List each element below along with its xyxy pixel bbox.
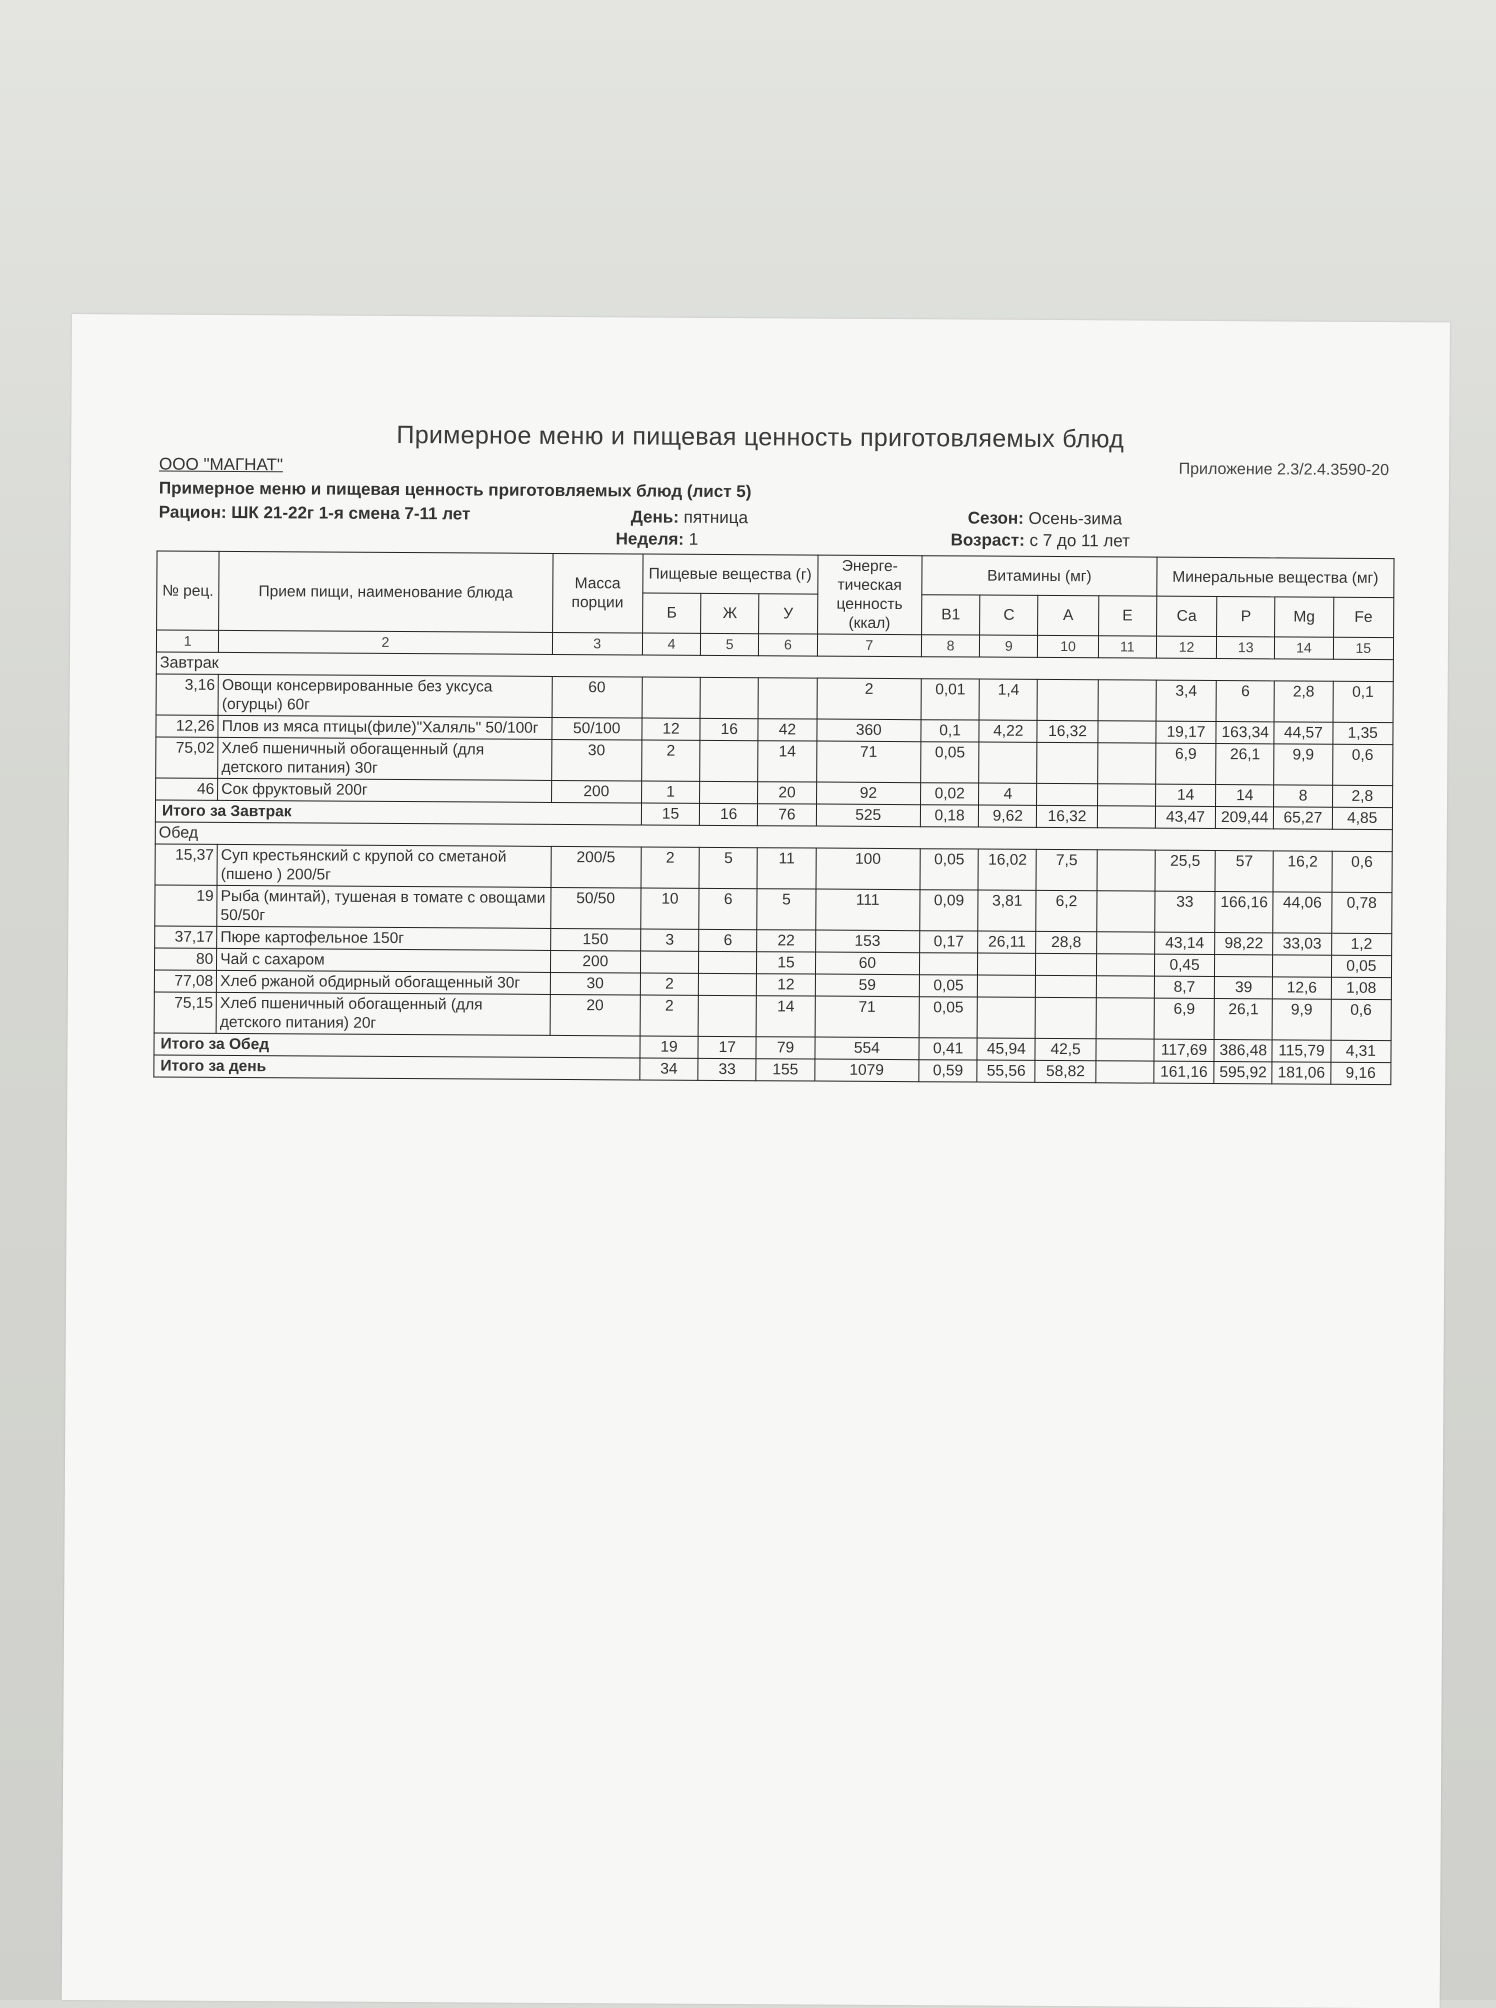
a-cell: 6,2 (1036, 890, 1096, 931)
header-b1: В1 (922, 595, 980, 635)
dish-name-cell: Хлеб ржаной обдирный обогащенный 30г (217, 970, 550, 994)
p-cell: 26,1 (1214, 998, 1272, 1039)
zh-cell (700, 677, 758, 718)
column-index-cell: 4 (642, 633, 700, 655)
p-cell (1215, 954, 1273, 976)
zh-total-cell: 16 (700, 803, 758, 825)
kcal-total-cell: 554 (815, 1037, 920, 1060)
kcal-cell: 100 (816, 848, 921, 890)
c-total-cell: 55,56 (977, 1060, 1035, 1082)
b1-cell: 0,05 (920, 849, 978, 890)
b-cell: 12 (642, 718, 700, 740)
header-u: У (759, 594, 817, 634)
mass-cell: 150 (550, 928, 640, 951)
header-p: Р (1217, 596, 1275, 636)
fe-cell: 0,1 (1333, 681, 1394, 722)
mg-cell: 2,8 (1274, 681, 1332, 722)
e-cell (1097, 743, 1155, 784)
ca-cell: 0,45 (1154, 954, 1214, 976)
table-header-row (157, 551, 1394, 598)
kcal-cell: 59 (815, 974, 920, 997)
season-field (968, 508, 1122, 529)
b1-total-cell: 0,59 (919, 1060, 977, 1082)
week-value: 1 (688, 529, 699, 549)
zh-cell (698, 973, 756, 995)
p-cell: 6 (1216, 680, 1274, 721)
ca-cell: 8,7 (1154, 976, 1214, 998)
zh-cell: 16 (700, 718, 758, 740)
u-cell (758, 678, 816, 719)
rec-number-cell: 19 (155, 885, 217, 926)
mg-cell: 16,2 (1273, 851, 1331, 892)
kcal-cell: 71 (815, 996, 920, 1038)
dish-name-cell: Чай с сахаром (217, 948, 550, 972)
header-mg: Mg (1275, 597, 1333, 637)
column-index-cell: 10 (1038, 635, 1098, 657)
e-cell (1096, 891, 1154, 932)
b-cell: 10 (641, 888, 699, 929)
ca-cell: 25,5 (1155, 850, 1215, 891)
appendix-reference: Приложение 2.3/2.4.3590-20 (1178, 460, 1390, 480)
day-value: пятница (683, 507, 748, 528)
document-title: Примерное меню и пищевая ценность приготовляемых блюд (396, 420, 1125, 454)
column-index-cell: 3 (552, 632, 642, 655)
mg-cell: 8 (1274, 785, 1332, 807)
total-label: Итого за день (154, 1055, 640, 1080)
kcal-cell: 2 (817, 678, 922, 720)
fe-cell: 0,6 (1331, 999, 1392, 1040)
header-nutrients: Пищевые вещества (г) (643, 554, 818, 594)
u-cell: 14 (758, 741, 816, 782)
a-cell (1037, 783, 1097, 805)
p-total-cell: 595,92 (1214, 1061, 1272, 1083)
header-e: Е (1098, 596, 1156, 636)
c-cell: 3,81 (978, 890, 1036, 931)
e-cell (1098, 680, 1156, 721)
c-cell: 4 (979, 783, 1037, 805)
section-label: Завтрак (156, 652, 1393, 682)
b1-cell: 0,02 (921, 783, 979, 805)
a-total-cell: 16,32 (1037, 805, 1097, 827)
rec-number-cell: 75,15 (154, 992, 216, 1033)
b1-cell: 0,09 (920, 890, 978, 931)
e-total-cell (1096, 1061, 1154, 1083)
column-index-cell: 7 (817, 634, 922, 657)
kcal-total-cell: 1079 (814, 1059, 919, 1082)
column-index-cell: 11 (1098, 636, 1156, 658)
ca-cell: 6,9 (1156, 743, 1216, 784)
dish-name-cell: Хлеб пшеничный обогащенный (для детского питания) 20г (216, 992, 550, 1035)
u-cell: 15 (757, 952, 815, 974)
kcal-cell: 153 (815, 930, 920, 953)
dish-name-cell: Овощи консервированные без уксуса (огурцы) 60г (218, 674, 552, 717)
e-total-cell (1096, 1039, 1154, 1061)
column-index-cell: 12 (1156, 636, 1216, 658)
u-total-cell: 76 (758, 804, 816, 826)
e-cell (1096, 998, 1154, 1039)
header-b: Б (642, 593, 700, 633)
p-cell: 166,16 (1215, 891, 1273, 932)
rec-number-cell: 80 (154, 948, 216, 970)
zh-cell (699, 951, 757, 973)
u-total-cell: 79 (756, 1037, 814, 1059)
zh-cell (698, 995, 756, 1036)
b-cell (642, 677, 700, 718)
dish-name-cell: Хлеб пшеничный обогащенный (для детского питания) 30г (218, 737, 552, 780)
e-total-cell (1097, 806, 1155, 828)
p-cell: 57 (1215, 850, 1273, 891)
fe-cell: 2,8 (1332, 785, 1393, 807)
u-cell: 22 (757, 930, 815, 952)
dish-name-cell: Рыба (минтай), тушеная в томате с овощами 50/50г (217, 885, 551, 928)
menu-table-body (154, 630, 1394, 1085)
mass-cell: 30 (551, 739, 642, 781)
mg-cell: 44,06 (1273, 892, 1331, 933)
b-cell: 2 (640, 995, 698, 1036)
a-cell (1037, 742, 1097, 783)
mass-cell: 50/100 (551, 717, 641, 740)
p-total-cell: 386,48 (1214, 1039, 1272, 1061)
ca-total-cell: 161,16 (1154, 1061, 1214, 1083)
rec-number-cell: 15,37 (155, 844, 217, 885)
ca-total-cell: 43,47 (1155, 806, 1215, 828)
e-cell (1096, 976, 1154, 998)
column-index-cell: 5 (701, 633, 759, 655)
kcal-cell: 71 (816, 741, 921, 783)
u-total-cell: 155 (756, 1059, 814, 1081)
c-cell (978, 975, 1036, 997)
mass-cell: 200 (550, 950, 640, 973)
header-c: С (980, 595, 1038, 635)
organization-name: ООО "МАГНАТ" (159, 454, 283, 475)
p-total-cell: 209,44 (1216, 806, 1274, 828)
e-cell (1096, 932, 1154, 954)
ration-info: Рацион: ШК 21-22г 1-я смена 7-11 лет (158, 502, 471, 524)
header-fe: Fe (1333, 597, 1394, 637)
u-cell: 11 (757, 848, 815, 889)
mg-cell: 33,03 (1273, 933, 1331, 955)
u-cell: 20 (758, 782, 816, 804)
menu-table (153, 551, 1394, 1086)
kcal-cell: 92 (816, 782, 921, 805)
dish-name-cell: Плов из мяса птицы(филе)"Халяль" 50/100г (218, 715, 551, 739)
c-total-cell: 9,62 (979, 805, 1037, 827)
c-cell (979, 742, 1037, 783)
dish-name-cell: Пюре картофельное 150г (217, 926, 550, 950)
ca-cell: 6,9 (1154, 998, 1214, 1039)
c-cell: 1,4 (979, 679, 1037, 720)
fe-cell: 0,6 (1332, 851, 1393, 892)
mg-total-cell: 65,27 (1274, 807, 1332, 829)
day-field (631, 507, 748, 528)
a-total-cell: 58,82 (1035, 1060, 1095, 1082)
fe-cell: 0,05 (1331, 955, 1392, 977)
b1-cell: 0,05 (919, 975, 977, 997)
b-total-cell: 19 (640, 1036, 698, 1058)
kcal-total-cell: 525 (816, 804, 921, 827)
mass-cell: 20 (550, 994, 641, 1036)
ca-cell: 3,4 (1156, 680, 1216, 721)
fe-cell: 1,08 (1331, 977, 1392, 999)
day-label: День: (630, 507, 679, 527)
a-cell: 7,5 (1036, 849, 1096, 890)
ca-cell: 19,17 (1156, 721, 1216, 743)
age-value: с 7 до 11 лет (1029, 530, 1131, 551)
fe-total-cell: 4,31 (1331, 1040, 1392, 1062)
b-cell: 2 (642, 740, 700, 781)
b1-cell: 0,1 (921, 720, 979, 742)
mg-cell: 9,9 (1274, 744, 1332, 785)
fe-total-cell: 9,16 (1330, 1062, 1391, 1084)
rec-number-cell: 46 (156, 778, 218, 800)
header-mass: Масса порции (552, 553, 643, 633)
c-cell (977, 997, 1035, 1038)
b1-total-cell: 0,41 (919, 1038, 977, 1060)
ca-cell: 14 (1155, 784, 1215, 806)
rec-number-cell: 77,08 (154, 970, 216, 992)
total-label: Итого за Завтрак (155, 800, 641, 825)
column-index-cell: 2 (219, 630, 552, 654)
c-cell: 26,11 (978, 931, 1036, 953)
season-label: Сезон: (967, 508, 1024, 528)
zh-total-cell: 33 (698, 1058, 756, 1080)
zh-cell: 5 (699, 847, 757, 888)
header-meal-name: Прием пищи, наименование блюда (219, 551, 553, 632)
header-a: А (1038, 595, 1098, 635)
rec-number-cell: 3,16 (156, 674, 218, 715)
dish-name-cell: Сок фруктовый 200г (218, 778, 551, 802)
e-cell (1097, 850, 1155, 891)
mg-total-cell: 115,79 (1272, 1040, 1330, 1062)
a-cell (1037, 679, 1097, 720)
u-cell: 12 (757, 974, 815, 996)
zh-total-cell: 17 (698, 1036, 756, 1058)
header-energy: Энерге-тическая ценность (ккал) (817, 555, 922, 635)
week-field (616, 529, 699, 550)
b-cell: 1 (641, 781, 699, 803)
b1-cell (919, 953, 977, 975)
fe-total-cell: 4,85 (1332, 807, 1393, 829)
rec-number-cell: 12,26 (156, 715, 218, 737)
mg-cell: 9,9 (1272, 999, 1330, 1040)
fe-cell: 0,78 (1331, 892, 1392, 933)
mass-cell: 60 (552, 676, 643, 718)
c-cell: 4,22 (979, 720, 1037, 742)
dish-name-cell: Суп крестьянский с крупой со сметаной (пшено ) 200/5г (217, 844, 551, 887)
b1-cell: 0,05 (919, 997, 977, 1038)
header-rec-no: № рец. (157, 551, 220, 630)
b-cell: 3 (641, 929, 699, 951)
mg-total-cell: 181,06 (1272, 1062, 1330, 1084)
c-cell: 16,02 (978, 849, 1036, 890)
b-total-cell: 34 (640, 1058, 698, 1080)
age-field (951, 530, 1130, 551)
zh-cell: 6 (699, 888, 757, 929)
b-total-cell: 15 (641, 803, 699, 825)
header-zh: Ж (701, 593, 759, 633)
fe-cell: 1,2 (1331, 933, 1392, 955)
total-label: Итого за Обед (154, 1033, 640, 1058)
b1-cell: 0,17 (920, 931, 978, 953)
b1-cell: 0,01 (921, 679, 979, 720)
mg-cell: 44,57 (1274, 722, 1332, 744)
rec-number-cell: 37,17 (155, 926, 217, 948)
fe-cell: 0,6 (1332, 744, 1393, 785)
week-label: Неделя: (615, 529, 685, 549)
p-cell: 163,34 (1216, 721, 1274, 743)
p-cell: 14 (1216, 784, 1274, 806)
ca-cell: 33 (1155, 891, 1215, 932)
u-cell: 5 (757, 889, 815, 930)
kcal-cell: 360 (817, 719, 922, 742)
p-cell: 39 (1214, 976, 1272, 998)
b1-total-cell: 0,18 (920, 805, 978, 827)
column-index-cell: 8 (921, 635, 979, 657)
section-label: Обед (155, 822, 1392, 852)
zh-cell (700, 740, 758, 781)
a-cell (1036, 953, 1096, 975)
mg-cell: 12,6 (1273, 977, 1331, 999)
mg-cell (1273, 955, 1331, 977)
column-index-cell: 9 (980, 635, 1038, 657)
c-total-cell: 45,94 (977, 1038, 1035, 1060)
c-cell (978, 953, 1036, 975)
column-index-cell: 15 (1333, 637, 1394, 659)
column-index-cell: 14 (1275, 637, 1333, 659)
p-cell: 98,22 (1215, 932, 1273, 954)
column-index-cell: 6 (759, 634, 817, 656)
ca-cell: 43,14 (1155, 932, 1215, 954)
ca-total-cell: 117,69 (1154, 1039, 1214, 1061)
a-cell: 28,8 (1036, 931, 1096, 953)
e-cell (1097, 784, 1155, 806)
fe-cell: 1,35 (1332, 722, 1393, 744)
b-cell: 2 (641, 847, 699, 888)
u-cell: 42 (758, 719, 816, 741)
mass-cell: 200 (551, 780, 641, 803)
document-subtitle: Примерное меню и пищевая ценность приготовляемых блюд (лист 5) (158, 478, 752, 502)
zh-cell (700, 781, 758, 803)
e-cell (1096, 954, 1154, 976)
header-vitamins: Витамины (мг) (922, 556, 1157, 596)
a-cell (1036, 975, 1096, 997)
b-cell (640, 951, 698, 973)
mass-cell: 50/50 (550, 887, 641, 929)
p-cell: 26,1 (1216, 743, 1274, 784)
age-label: Возраст: (950, 530, 1025, 550)
b1-cell: 0,05 (921, 742, 979, 783)
mass-cell: 30 (550, 972, 640, 995)
a-cell: 16,32 (1037, 720, 1097, 742)
season-value: Осень-зима (1028, 508, 1123, 529)
rec-number-cell: 75,02 (156, 737, 218, 778)
paper-sheet (62, 314, 1450, 2008)
column-index-cell: 13 (1217, 636, 1275, 658)
column-index-cell: 1 (156, 630, 218, 652)
zh-cell: 6 (699, 929, 757, 951)
u-cell: 14 (756, 996, 814, 1037)
kcal-cell: 60 (815, 952, 920, 975)
header-minerals: Минеральные вещества (мг) (1157, 557, 1394, 597)
header-ca: Са (1156, 596, 1216, 636)
e-cell (1098, 721, 1156, 743)
kcal-cell: 111 (815, 889, 920, 931)
b-cell: 2 (640, 973, 698, 995)
a-cell (1036, 997, 1096, 1038)
mass-cell: 200/5 (551, 846, 642, 888)
a-total-cell: 42,5 (1035, 1038, 1095, 1060)
